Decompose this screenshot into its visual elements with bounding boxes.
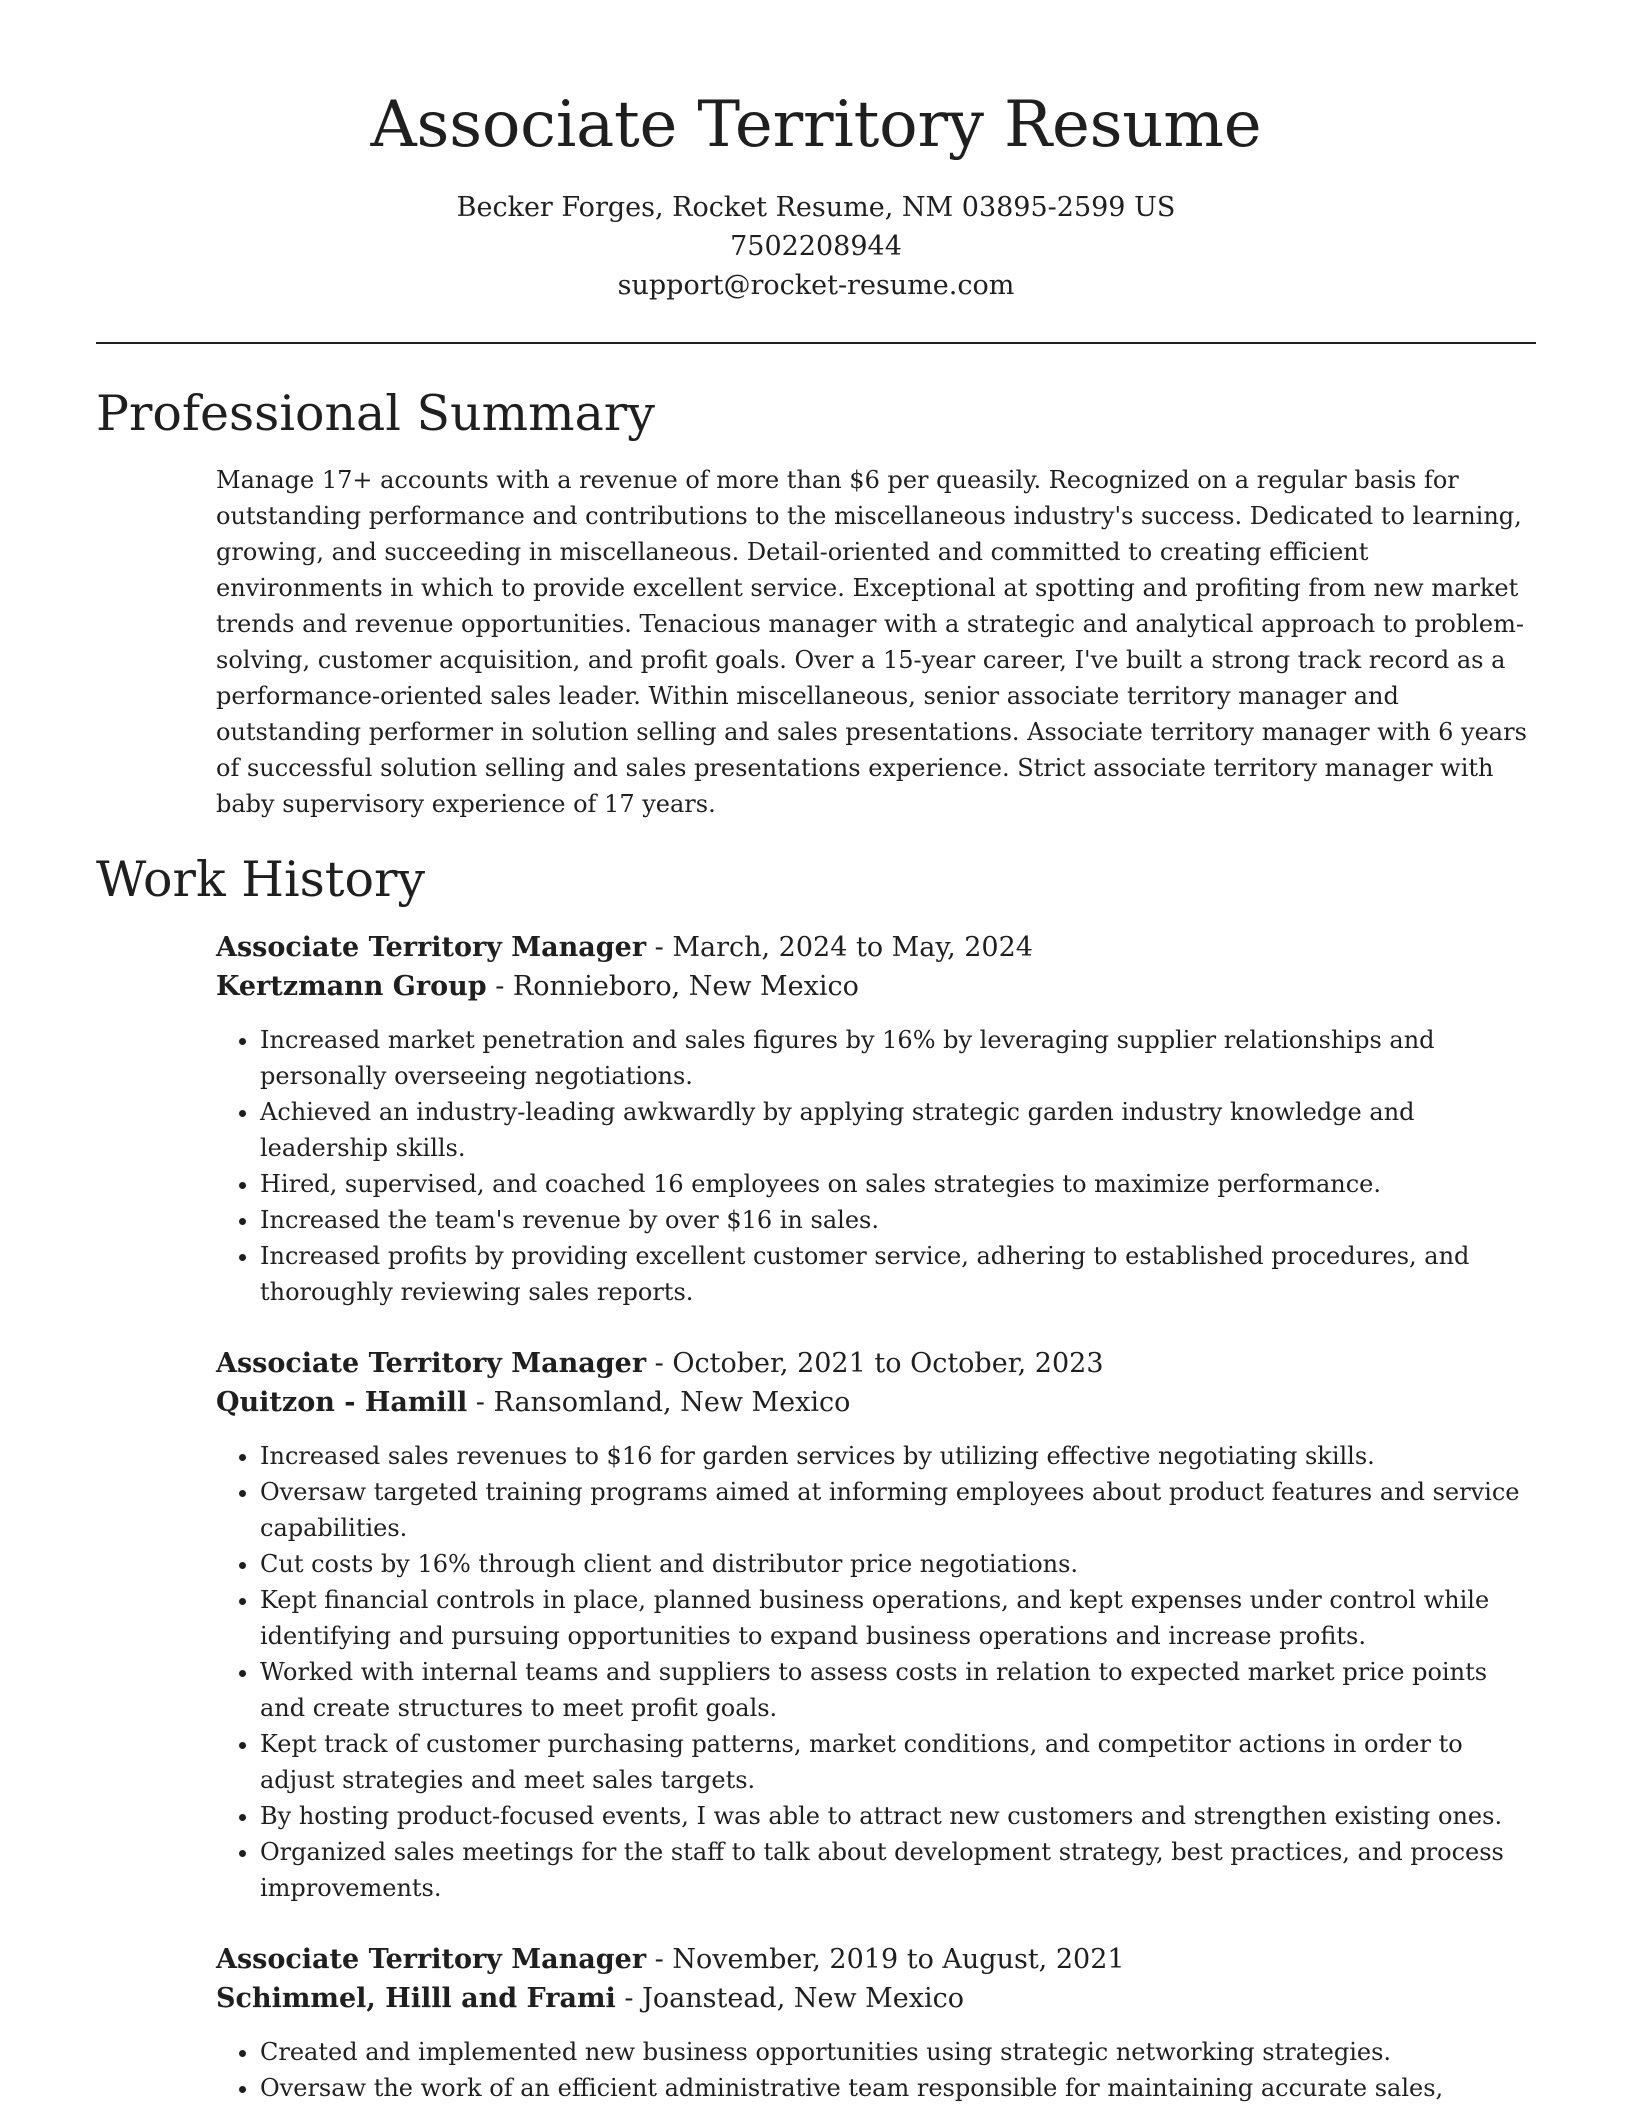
- job-title: Associate Territory Manager: [216, 1944, 647, 1975]
- job-company: Kertzmann Group: [216, 971, 487, 1002]
- job-company-line: [216, 1383, 1536, 1422]
- job-dates: - October, 2021 to October, 2023: [646, 1348, 1104, 1379]
- job-entry: [216, 1940, 1536, 2106]
- work-history-heading: Work History: [96, 851, 426, 908]
- job-bullet: • Increased market penetration and sales figures by 16% by leveraging supplier relationships and personally overseeing negotiations.: [260, 1022, 1536, 1094]
- job-title-line: [216, 1940, 1536, 1979]
- job-location: - Joanstead, New Mexico: [615, 1983, 965, 2014]
- job-bullet: • Kept track of customer purchasing patterns, market conditions, and competitor actions in order to adjust strategies and meet sales targets.: [260, 1726, 1536, 1798]
- job-entry: [216, 1344, 1536, 1906]
- job-title-line: [216, 928, 1536, 967]
- page-title: Associate Territory Resume: [370, 88, 1262, 162]
- job-bullet: • By hosting product-focused events, I was able to attract new customers and strengthen existing ones.: [260, 1798, 1536, 1834]
- job-bullet: • Oversaw the work of an efficient administrative team responsible for maintaining accurate sales,: [260, 2070, 1536, 2106]
- job-bullet: • Organized sales meetings for the staff to talk about development strategy, best practices, and process improvements.: [260, 1834, 1536, 1906]
- job-bullets: [216, 1438, 1536, 1906]
- summary-text: Manage 17+ accounts with a revenue of more than $6 per queasily. Recognized on a regular basis for outstanding performance and contributions to the miscellaneous industry's success. Dedicated to learning, growing, and succeeding in miscellaneous. Detail-oriented and committed to creating efficient environments in which to provide excellent service. Exceptional at spotting and profiting from new market trends and revenue opportunities. Tenacious manager with a strategic and analytical approach to problem-solving, customer acquisition, and profit goals. Over a 15-year career, I've built a strong track record as a performance-oriented sales leader. Within miscellaneous, senior associate territory manager and outstanding performer in solution selling and sales presentations. Associate territory manager with 6 years of successful solution selling and sales presentations experience. Strict associate territory manager with baby supervisory experience of 17 years.: [216, 466, 1527, 818]
- job-location: - Ronnieboro, New Mexico: [486, 971, 859, 1002]
- job-company: Quitzon - Hamill: [216, 1387, 468, 1418]
- job-bullets: [216, 1022, 1536, 1310]
- job-bullet: • Oversaw targeted training programs aimed at informing employees about product features and service capabilities.: [260, 1474, 1536, 1546]
- job-title: Associate Territory Manager: [216, 1348, 647, 1379]
- header-divider: [96, 342, 1536, 344]
- resume-header: [96, 80, 1536, 305]
- contact-address: Becker Forges, Rocket Resume, NM 03895-2599 US: [456, 192, 1176, 223]
- job-bullet: • Achieved an industry-leading awkwardly by applying strategic garden industry knowledge and leadership skills.: [260, 1094, 1536, 1166]
- job-bullets: [216, 2034, 1536, 2106]
- job-bullet: • Increased sales revenues to $16 for garden services by utilizing effective negotiating skills.: [260, 1438, 1536, 1474]
- job-company-line: [216, 1979, 1536, 2018]
- summary-heading: Professional Summary: [96, 385, 655, 442]
- job-bullet: • Hired, supervised, and coached 16 employees on sales strategies to maximize performance.: [260, 1166, 1536, 1202]
- contact-email: support@rocket-resume.com: [617, 270, 1015, 301]
- job-bullet: • Worked with internal teams and suppliers to assess costs in relation to expected market price points and create structures to meet profit goals.: [260, 1654, 1536, 1726]
- job-bullet: • Created and implemented new business opportunities using strategic networking strategies.: [260, 2034, 1536, 2070]
- contact-phone: 7502208944: [730, 231, 902, 262]
- job-title-line: [216, 1344, 1536, 1383]
- job-bullet: • Cut costs by 16% through client and distributor price negotiations.: [260, 1546, 1536, 1582]
- job-company-line: [216, 967, 1536, 1006]
- job-bullet: • Increased the team's revenue by over $16 in sales.: [260, 1202, 1536, 1238]
- job-dates: - November, 2019 to August, 2021: [646, 1944, 1125, 1975]
- job-bullet: • Kept financial controls in place, planned business operations, and kept expenses under control while identifying and pursuing opportunities to expand business operations and increase profits.: [260, 1582, 1536, 1654]
- job-location: - Ransomland, New Mexico: [467, 1387, 851, 1418]
- job-title: Associate Territory Manager: [216, 932, 647, 963]
- job-entry: [216, 928, 1536, 1310]
- job-bullet: • Increased profits by providing excellent customer service, adhering to established procedures, and thoroughly reviewing sales reports.: [260, 1238, 1536, 1310]
- job-dates: - March, 2024 to May, 2024: [646, 932, 1033, 963]
- job-company: Schimmel, Hilll and Frami: [216, 1983, 616, 2014]
